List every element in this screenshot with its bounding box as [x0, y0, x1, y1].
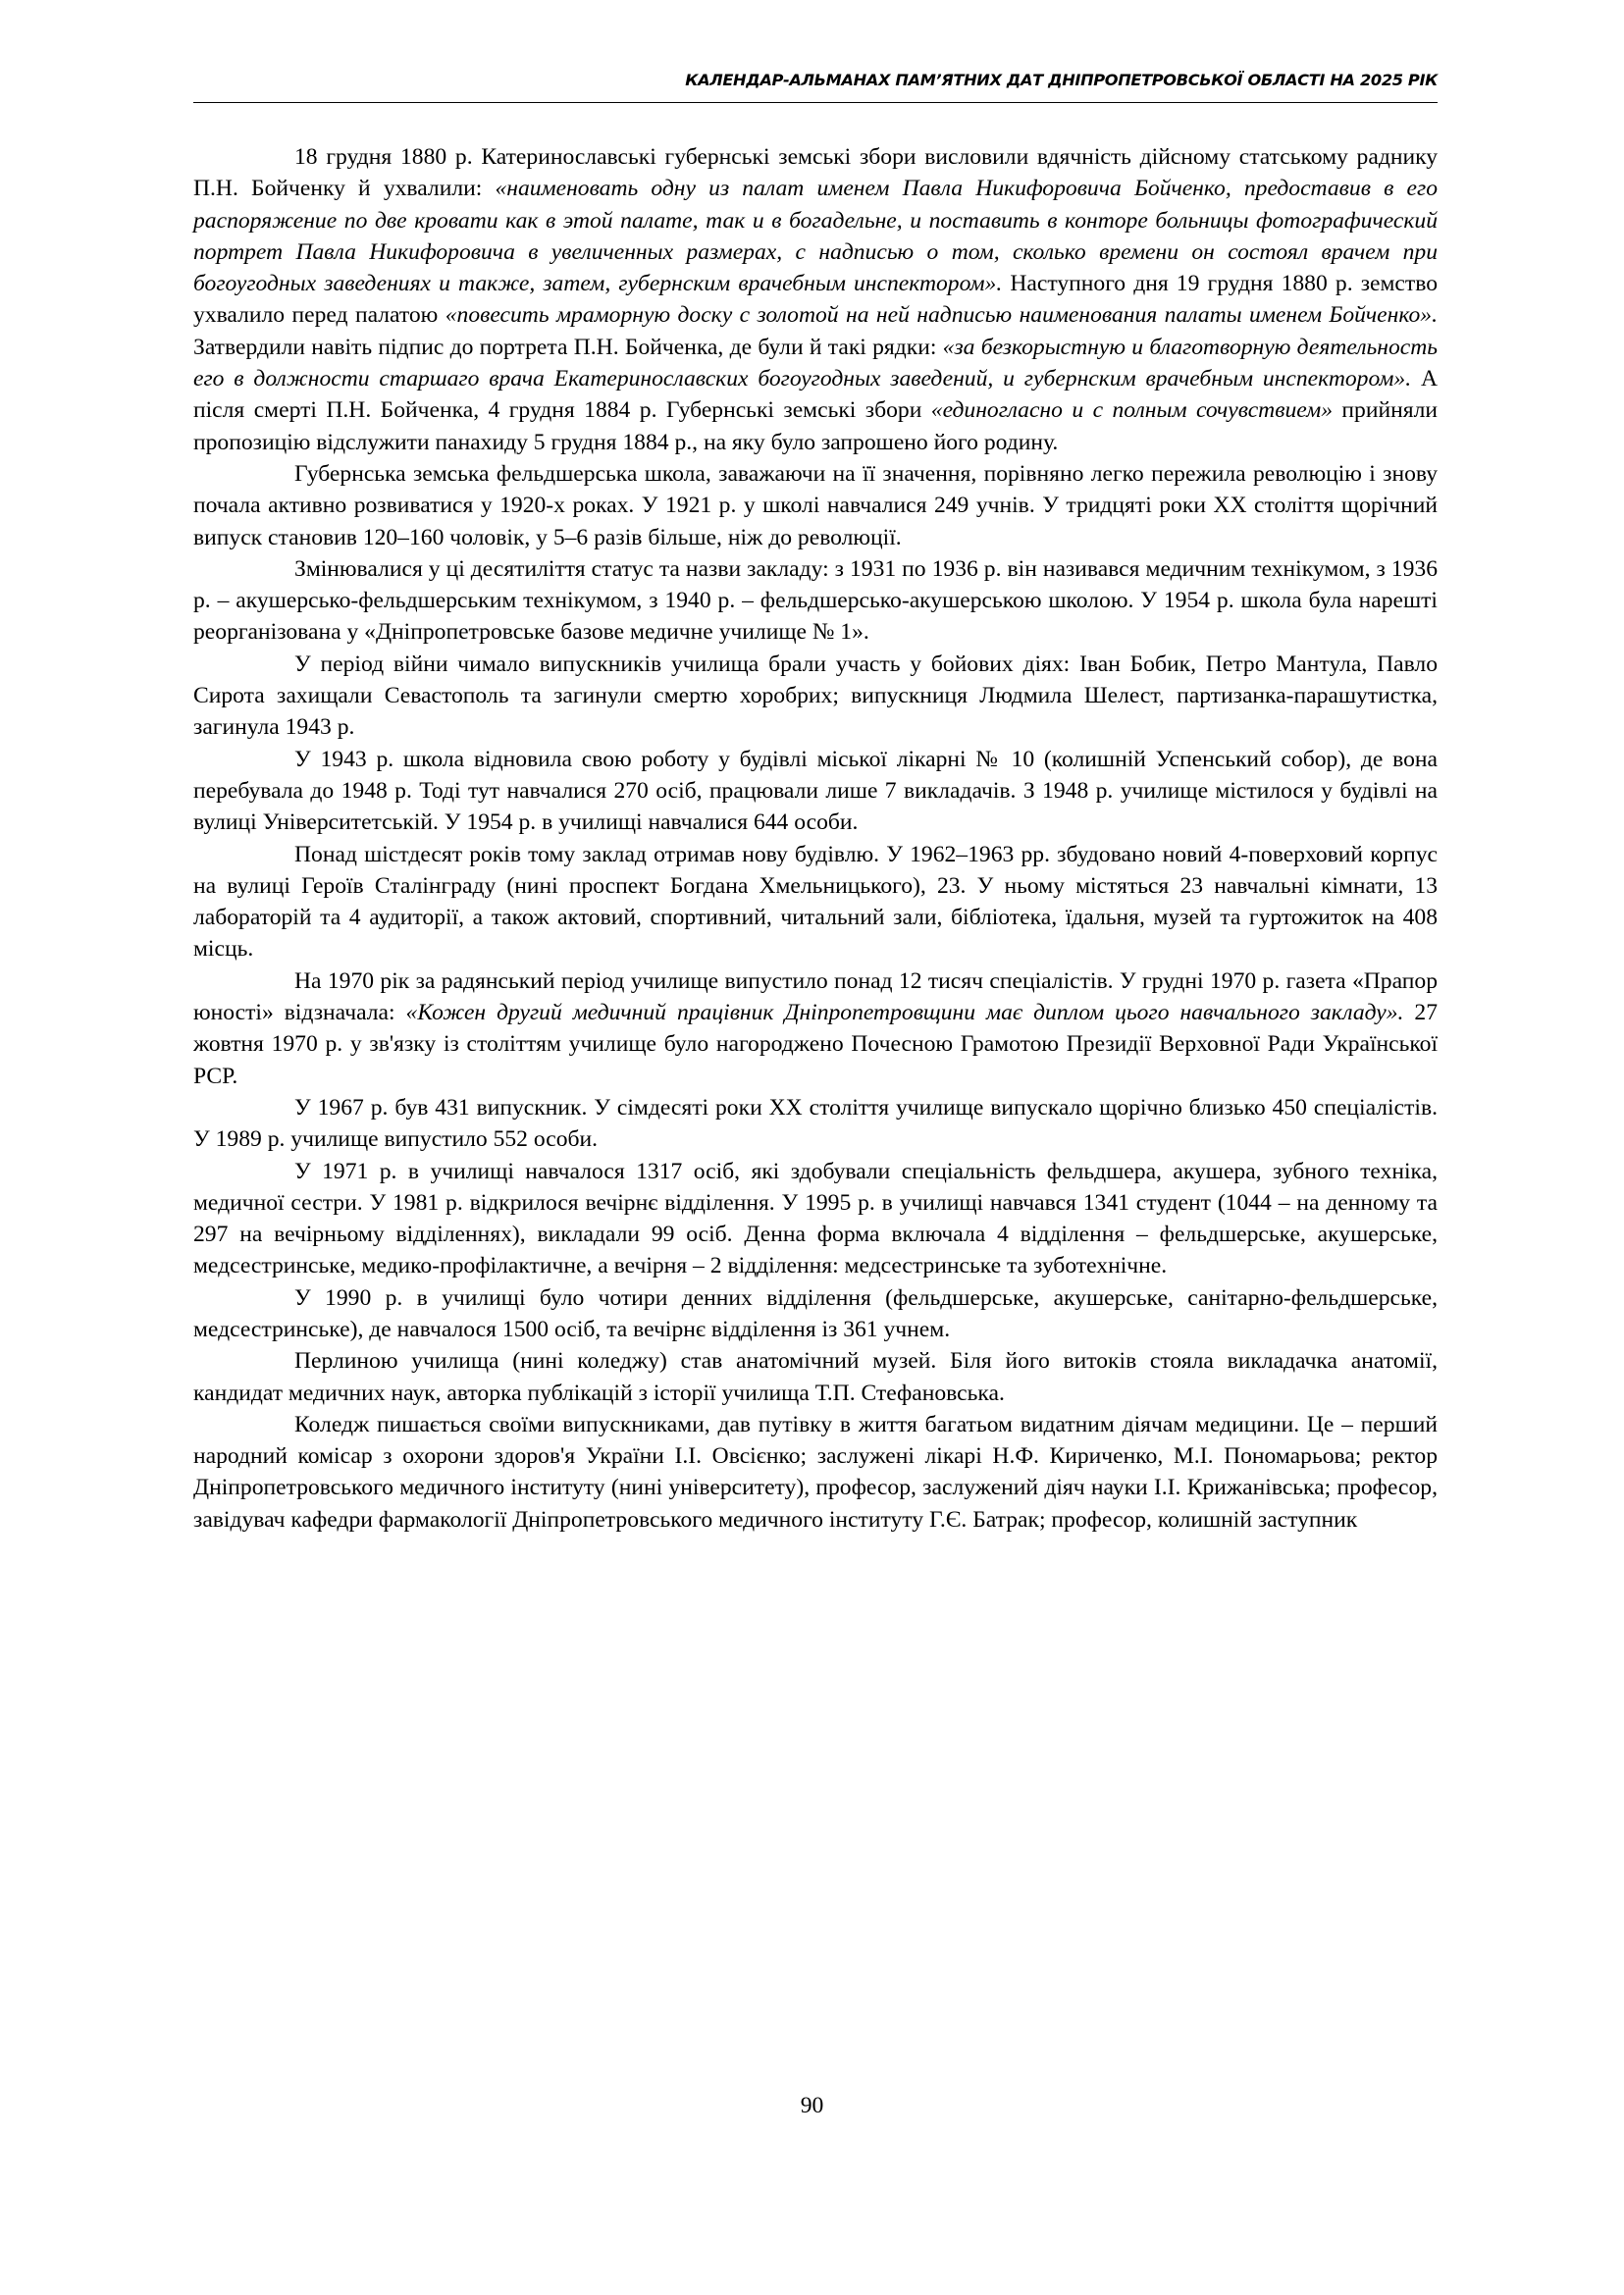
- paragraph-3: Змінювалися у ці десятиліття статус та назви закладу: з 1931 по 1936 р. він називався медичним технікумом, з 1936 р. – акушерсько-фельдшерським технікумом, з 1940 р. – фельдшерсько-акушерською школою. У 1954 р. школа була нарешті реорганізована у «Дніпропетровське базове медичне училище № 1».: [193, 555, 1438, 646]
- running-header: КАЛЕНДАР-АЛЬМАНАХ ПАМ’ЯТНИХ ДАТ ДНІПРОПЕТРОВСЬКОЇ ОБЛАСТІ НА 2025 РІК: [685, 71, 1438, 89]
- header-rule: [193, 102, 1438, 103]
- paragraph-9: У 1971 р. в училищі навчалося 1317 осіб, які здобували спеціальність фельдшера, акушера, зубного техніка, медичної сестри. У 1981 р. відкрилося вечірнє відділення. У 1995 р. в училищі навчався 1341 студент (1044 – на денному та 297 на вечірньому відділеннях), викладали 99 осіб. Денна форма включала 4 відділення – фельдшерське, акушерське, медсестринське, медико-профілактичне, а вечірня – 2 відділення: медсестринське та зуботехнічне.: [193, 1158, 1438, 1279]
- quote-marble-plaque: «повесить мраморную доску с золотой на ней надписью наименования палаты именем Бойченко».: [445, 302, 1438, 329]
- paragraph-5: У 1943 р. школа відновила свою роботу у будівлі міської лікарні № 10 (колишній Успенський собор), де вона перебувала до 1948 р. Тоді тут навчалися 270 осіб, працювали лише 7 викладачів. З 1948 р. училище містилося у будівлі на вулиці Університетській. У 1954 р. в училищі навчалися 644 особи.: [193, 746, 1438, 836]
- paragraph-10: У 1990 р. в училищі було чотири денних відділення (фельдшерське, акушерське, санітарно-фельдшерське, медсестринське), де навчалося 1500 осіб, та вечірнє відділення із 361 учнем.: [193, 1284, 1438, 1342]
- paragraph-12: Коледж пишається своїми випускниками, дав путівку в життя багатьом видатним діячам медицини. Це – перший народний комісар з охорони здоров'я України І.І. Овсієнко; заслужені лікарі Н.Ф. Кириченко, М.І. Пономарьова; ректор Дніпропетровського медичного інституту (нині університету), професор, заслужений діяч науки І.І. Крижанівська; професор, завідувач кафедри фармакології Дніпропетровського медичного інституту Г.Є. Батрак; професор, колишній заступник: [193, 1411, 1438, 1533]
- paragraph-7: [193, 965, 1438, 1092]
- paragraph-7-text-1: На 1970 рік за радянський період училище випустило понад 12 тисяч спеціалістів. У грудні 1970 р. газета «Прапор юності» відзначала:: [193, 967, 1438, 1026]
- body-text: [193, 141, 1438, 1536]
- page-number: 90: [800, 2093, 824, 2118]
- paragraph-1-text-1: 18 грудня 1880 р. Катеринославські губернські земські збори висловили вдячність дійсному статському раднику П.Н. Бойченку й ухвалили:: [193, 144, 1438, 202]
- paragraph-11: Перлиною училища (нині коледжу) став анатомічний музей. Біля його витоків стояла викладачка анатомії, кандидат медичних наук, авторка публікацій з історії училища Т.П. Стефановська.: [193, 1348, 1438, 1406]
- quote-unanimous: «единогласно и с полным сочувствием»: [930, 397, 1333, 424]
- paragraph-6: Понад шістдесят років тому заклад отримав нову будівлю. У 1962–1963 рр. збудовано новий 4-поверховий корпус на вулиці Героїв Сталінграду (нині проспект Богдана Хмельницького), 23. У ньому містяться 23 навчальні кімнати, 13 лабораторій та 4 аудиторії, а також актовий, спортивний, читальний зали, бібліотека, їдальня, музей та гуртожиток на 408 місць.: [193, 841, 1438, 963]
- paragraph-1-text-2: Наступного дня 19 грудня 1880 р. земство ухвалило перед палатою: [193, 271, 1438, 329]
- quote-prapor-yunosti: «Кожен другий медичний працівник Дніпропетровщини має диплом цього навчального закладу».: [405, 1000, 1404, 1026]
- paragraph-4: У період війни чимало випускників училища брали участь у бойових діях: Іван Бобик, Петро Мантула, Павло Сирота захищали Севастополь та загинули смертю хоробрих; випускниця Людмила Шелест, партизанка-парашутистка, загинула 1943 р.: [193, 651, 1438, 741]
- paragraph-8: У 1967 р. був 431 випускник. У сімдесяті роки XX століття училище випускало щорічно близько 450 спеціалістів. У 1989 р. училище випустило 552 особи.: [193, 1094, 1438, 1153]
- paragraph-7-text-2: 27 жовтня 1970 р. у зв'язку із століттям училище було нагороджено Почесною Грамотою Президії Верховної Ради Української РСР.: [193, 1000, 1439, 1089]
- paragraph-1: [193, 141, 1438, 458]
- paragraph-1-text-5: прийняли пропозицію відслужити панахиду 5 грудня 1884 р., на яку було запрошено його родину.: [193, 397, 1438, 455]
- paragraph-1-text-3: Затвердили навіть підпис до портрета П.Н. Бойченка, де були й такі рядки:: [193, 334, 943, 360]
- paragraph-2: Губернська земська фельдшерська школа, заважаючи на її значення, порівняно легко пережила революцію і знову почала активно розвиватися у 1920-х роках. У 1921 р. у школі навчалися 249 учнів. У тридцяті роки XX століття щорічний випуск становив 120–160 чоловік, у 5–6 разів більше, ніж до революції.: [193, 460, 1438, 550]
- quote-palata-naming: «наименовать одну из палат именем Павла Никифоровича Бойченко, предоставив в его распоряжение по две кровати как в этой палате, так и в богадельне, и поставить в конторе больницы фотографический портрет Павла Никифоровича в увеличенных размерах, с надписью о том, сколько времени он состоял врачем при богоугодных заведениях и также, затем, губернским врачебным инспектором».: [193, 176, 1438, 297]
- paragraph-1-text-4: А після смерті П.Н. Бойченка, 4 грудня 1884 р. Губернські земські збори: [193, 366, 1438, 424]
- quote-portrait-caption: «за безкорыстную и благотворную деятельность его в должности старшаго врача Екатеринославских богоугодных заведений, и губернским врачебным инспектором».: [193, 334, 1438, 392]
